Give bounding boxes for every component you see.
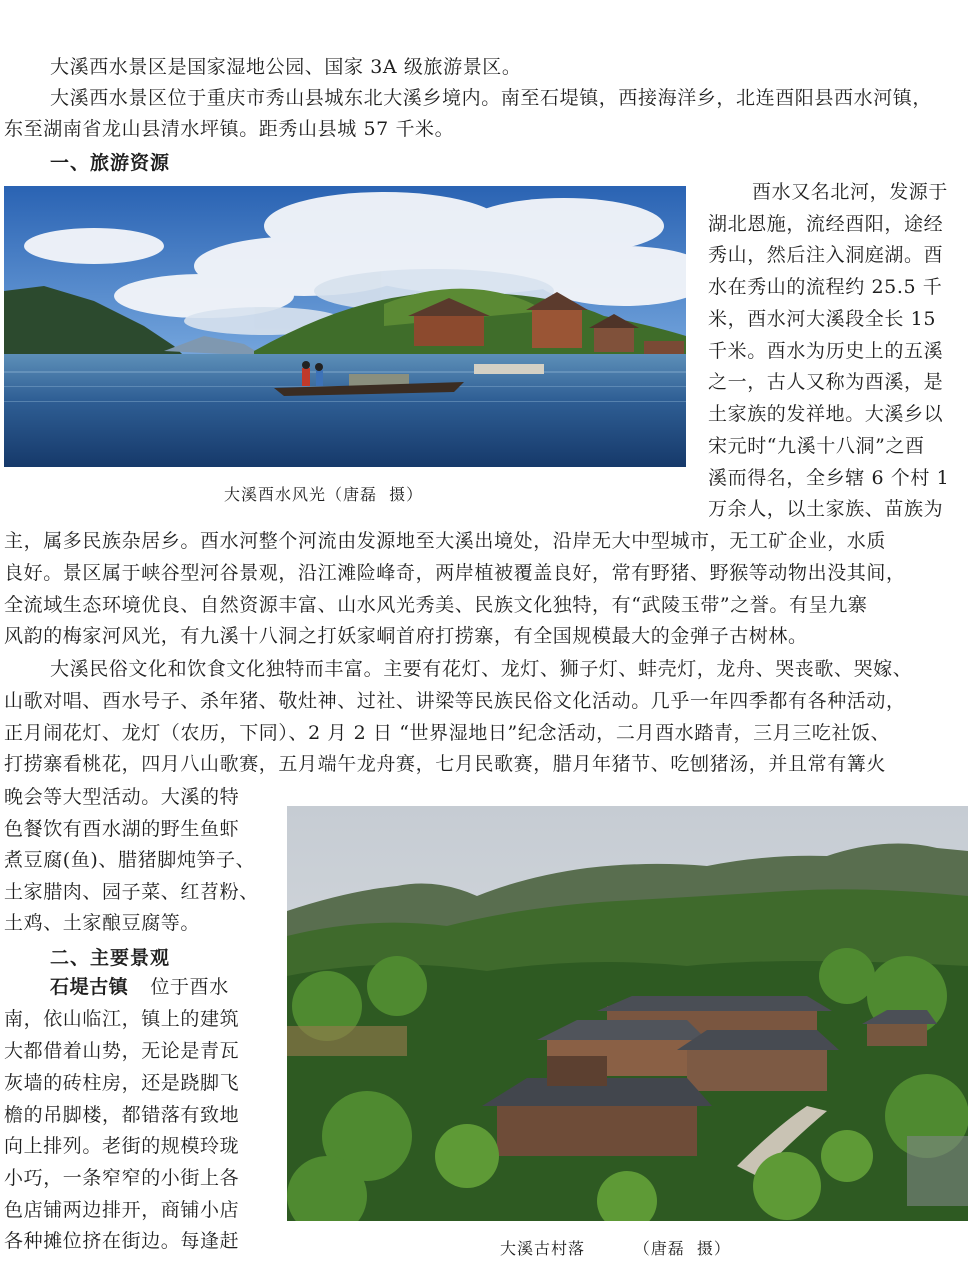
scenery-line-3: 大都借着山势，无论是青瓦 [4,1040,240,1062]
food-line-4: 土家腊肉、园子菜、红苕粉、 [4,881,259,903]
scenery-line-9: 各种摊位挤在街边。每逢赶 [4,1230,240,1252]
full-line-2: 良好。景区属于峡谷型河谷景观，沿江滩险峰奇，两岸植被覆盖良好，常有野猪、野猴等动物出没其间， [4,562,906,584]
scenic-term-shidi: 石堤古镇 [50,976,129,998]
side-line-9: 宋元时“九溪十八洞”之酉 [708,435,925,457]
side-line-5: 米，酉水河大溪段全长 15 [708,308,937,330]
food-line-5: 土鸡、土家酿豆腐等。 [4,912,201,934]
intro-line-1: 大溪西水景区是国家湿地公园、国家 3A 级旅游景区。 [50,56,522,78]
photo-village-caption: 大溪古村落 （唐磊 摄） [500,1239,731,1258]
scenery-line-5: 檐的吊脚楼，都错落有致地 [4,1104,240,1126]
side-line-4: 水在秀山的流程约 25.5 千 [708,276,943,298]
full-line-4: 风韵的梅家河风光，有九溪十八洞之打妖家峒首府打捞寨，有全国规模最大的金弹子古树林。 [4,625,808,647]
section-heading-tourism: 一、旅游资源 [50,152,171,174]
side-line-2: 湖北恩施，流经酉阳，途经 [708,213,944,235]
intro-line-3: 东至湖南省龙山县清水坪镇。距秀山县城 57 千米。 [4,118,455,140]
full-line-3: 全流域生态环境优良、自然资源丰富、山水风光秀美、民族文化独特，有“武陵玉带”之誉。有呈九寨 [4,594,868,616]
side-line-10: 溪而得名，全乡辖 6 个村 1 [708,467,950,489]
scenery-line-8: 色店铺两边排开，商铺小店 [4,1199,240,1221]
scenery-line-1 [50,972,229,1003]
culture-line-3: 正月闹花灯、龙灯（农历，下同）、2 月 2 日 “世界湿地日”纪念活动，二月酉水踏青，三月三吃社饭、 [4,722,891,744]
culture-line-4: 打捞寨看桃花，四月八山歌赛，五月端午龙舟赛，七月民歌赛，腊月年猪节、吃刨猪汤，并且常有篝火 [4,753,887,775]
side-line-7: 之一，古人又称为酉溪，是 [708,371,944,393]
section-heading-scenery: 二、主要景观 [50,947,171,969]
food-line-1: 晚会等大型活动。大溪的特 [4,786,240,808]
scenery-line-1-rest: 位于酉水 [150,976,229,998]
photo-river-caption: 大溪酉水风光（唐磊 摄） [224,485,424,504]
side-line-8: 土家族的发祥地。大溪乡以 [708,403,944,425]
side-line-11: 万余人，以土家族、苗族为 [708,498,944,520]
side-line-3: 秀山，然后注入洞庭湖。酉 [708,244,944,266]
photo-ancient-village [287,806,968,1221]
scenery-line-2: 南，依山临江，镇上的建筑 [4,1008,240,1030]
food-line-2: 色餐饮有酉水湖的野生鱼虾 [4,818,240,840]
side-line-1: 酉水又名北河，发源于 [752,181,949,203]
intro-line-2: 大溪西水景区位于重庆市秀山县城东北大溪乡境内。南至石堤镇，西接海洋乡，北连酉阳县西水河镇， [50,87,933,109]
scenery-line-7: 小巧，一条窄窄的小街上各 [4,1167,240,1189]
side-line-6: 千米。酉水为历史上的五溪 [708,340,944,362]
culture-line-1: 大溪民俗文化和饮食文化独特而丰富。主要有花灯、龙灯、狮子灯、蚌壳灯，龙舟、哭丧歌、哭嫁、 [50,658,913,680]
food-line-3: 煮豆腐(鱼)、腊猪脚炖笋子、 [4,849,256,871]
photo-river-landscape [4,186,686,467]
scenery-line-6: 向上排列。老街的规模玲珑 [4,1135,240,1157]
scenery-line-4: 灰墙的砖柱房，还是跷脚飞 [4,1072,240,1094]
full-line-1: 主，属多民族杂居乡。酉水河整个河流由发源地至大溪出境处，沿岸无大中型城市，无工矿企业，水质 [4,530,887,552]
culture-line-2: 山歌对唱、酉水号子、杀年猪、敬灶神、过社、讲梁等民族民俗文化活动。几乎一年四季都有各种活动， [4,690,906,712]
